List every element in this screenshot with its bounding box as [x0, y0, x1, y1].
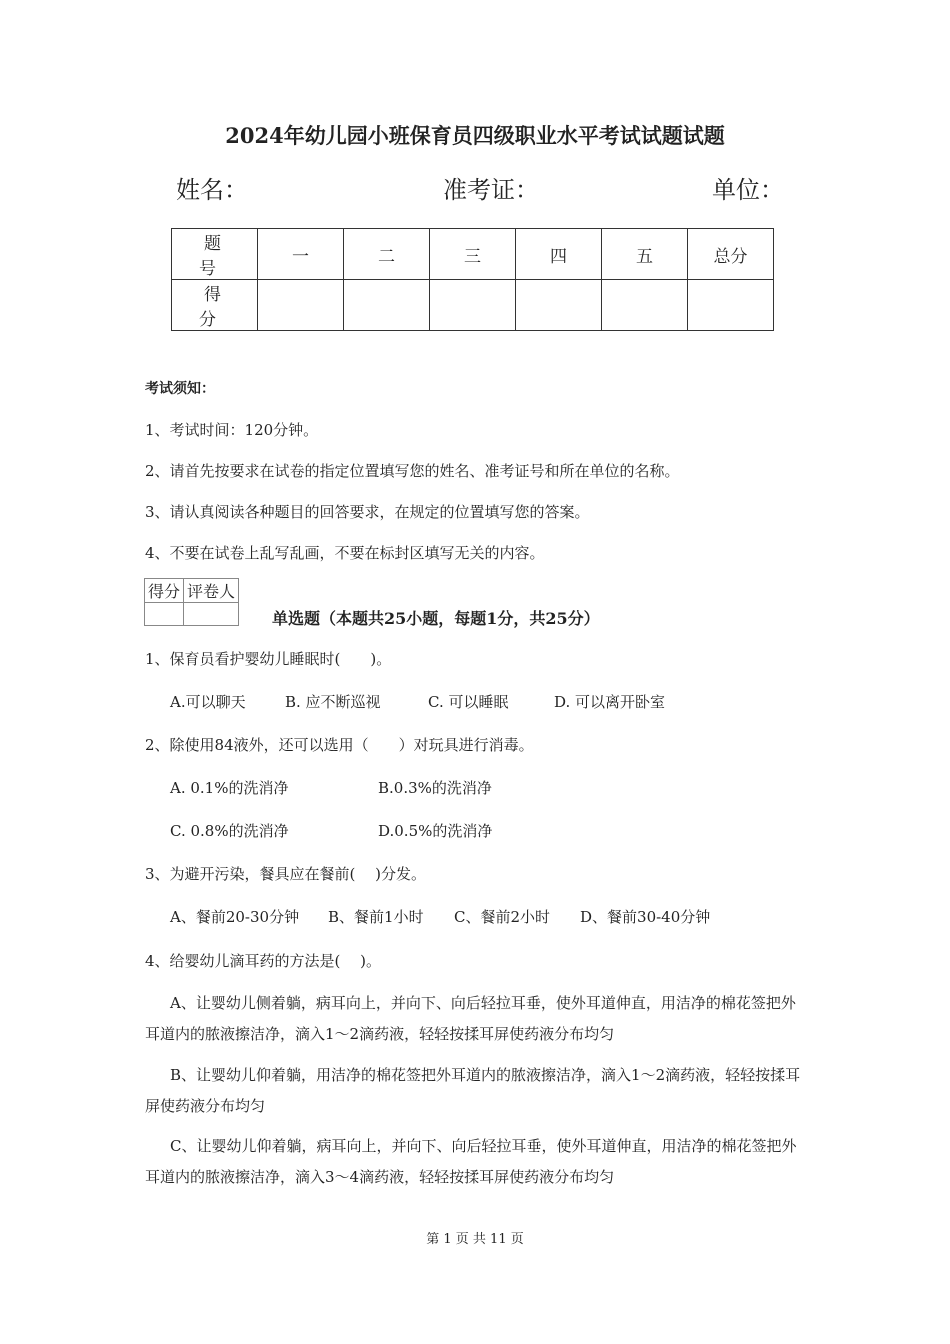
notice-item: 2、请首先按要求在试卷的指定位置填写您的姓名、准考证号和所在单位的名称。	[145, 462, 680, 480]
question-stem: 4、给婴幼儿滴耳药的方法是( )。	[145, 952, 382, 970]
grader-box-grader-label: 评卷人	[184, 579, 239, 603]
score-table-cell: 题 号	[172, 229, 258, 280]
score-input-cell	[258, 280, 344, 331]
name-field-label: 姓名：	[176, 176, 248, 204]
option-paragraph: C、让婴幼儿仰着躺，病耳向上，并向下、向后轻拉耳垂，使外耳道伸直，用洁净的棉花签把外耳道内的脓液擦洁净，滴入3～4滴药液，轻轻按揉耳屏使药液分布均匀	[145, 1137, 797, 1186]
score-input-cell	[344, 280, 430, 331]
exam-id-field-label: 准考证：	[443, 176, 539, 204]
option: D.0.5%的洗消净	[378, 822, 493, 840]
option: A.可以聊天	[170, 693, 246, 711]
unit-field-label: 单位：	[712, 176, 784, 204]
score-table-cell: 三	[430, 229, 516, 280]
option: C. 可以睡眠	[428, 693, 509, 711]
page-title: 2024年幼儿园小班保育员四级职业水平考试试题试题	[225, 123, 725, 148]
option-paragraph: B、让婴幼儿仰着躺，用洁净的棉花签把外耳道内的脓液擦洁净，滴入1～2滴药液，轻轻按揉耳屏使药液分布均匀	[145, 1066, 801, 1115]
question-stem: 1、保育员看护婴幼儿睡眠时( )。	[145, 650, 392, 668]
question-stem: 2、除使用84液外，还可以选用（ ）对玩具进行消毒。	[145, 736, 534, 754]
score-input-cell	[516, 280, 602, 331]
option: C. 0.8%的洗消净	[170, 822, 289, 840]
option: B、餐前1小时	[328, 908, 424, 926]
score-table-header-row	[172, 229, 774, 280]
score-input-cell	[430, 280, 516, 331]
score-table-cell: 四	[516, 229, 602, 280]
option: A. 0.1%的洗消净	[170, 779, 289, 797]
option-paragraph: A、让婴幼儿侧着躺，病耳向上，并向下、向后轻拉耳垂，使外耳道伸直，用洁净的棉花签把外耳道内的脓液擦洁净，滴入1～2滴药液，轻轻按揉耳屏使药液分布均匀	[145, 994, 796, 1043]
page-footer: 第 1 页 共 11 页	[426, 1232, 524, 1247]
option: A、餐前20-30分钟	[170, 908, 300, 926]
notice-heading: 考试须知：	[145, 381, 215, 397]
grader-box-score-label: 得分	[145, 579, 184, 603]
score-table-cell: 一	[258, 229, 344, 280]
score-input-cell	[688, 280, 774, 331]
score-table-cell: 五	[602, 229, 688, 280]
score-table-cell: 得 分	[172, 280, 258, 331]
option: B.0.3%的洗消净	[378, 779, 492, 797]
score-table	[171, 228, 774, 331]
score-table-score-row	[172, 280, 774, 331]
option: D、餐前30-40分钟	[580, 908, 711, 926]
option: D. 可以离开卧室	[554, 693, 666, 711]
score-table-cell: 总分	[688, 229, 774, 280]
notice-item: 3、请认真阅读各种题目的回答要求，在规定的位置填写您的答案。	[145, 503, 590, 521]
grader-box	[144, 578, 239, 626]
section-title: 单选题（本题共25小题，每题1分，共25分）	[272, 609, 600, 628]
notice-item: 1、考试时间：120分钟。	[145, 421, 319, 439]
grader-box-empty-cell	[145, 603, 184, 626]
option: B. 应不断巡视	[285, 693, 381, 711]
score-table-cell: 二	[344, 229, 430, 280]
option: C、餐前2小时	[454, 908, 551, 926]
notice-item: 4、不要在试卷上乱写乱画，不要在标封区填写无关的内容。	[145, 544, 545, 562]
question-stem: 3、为避开污染，餐具应在餐前( )分发。	[145, 865, 427, 883]
score-input-cell	[602, 280, 688, 331]
grader-box-empty-cell	[184, 603, 239, 626]
